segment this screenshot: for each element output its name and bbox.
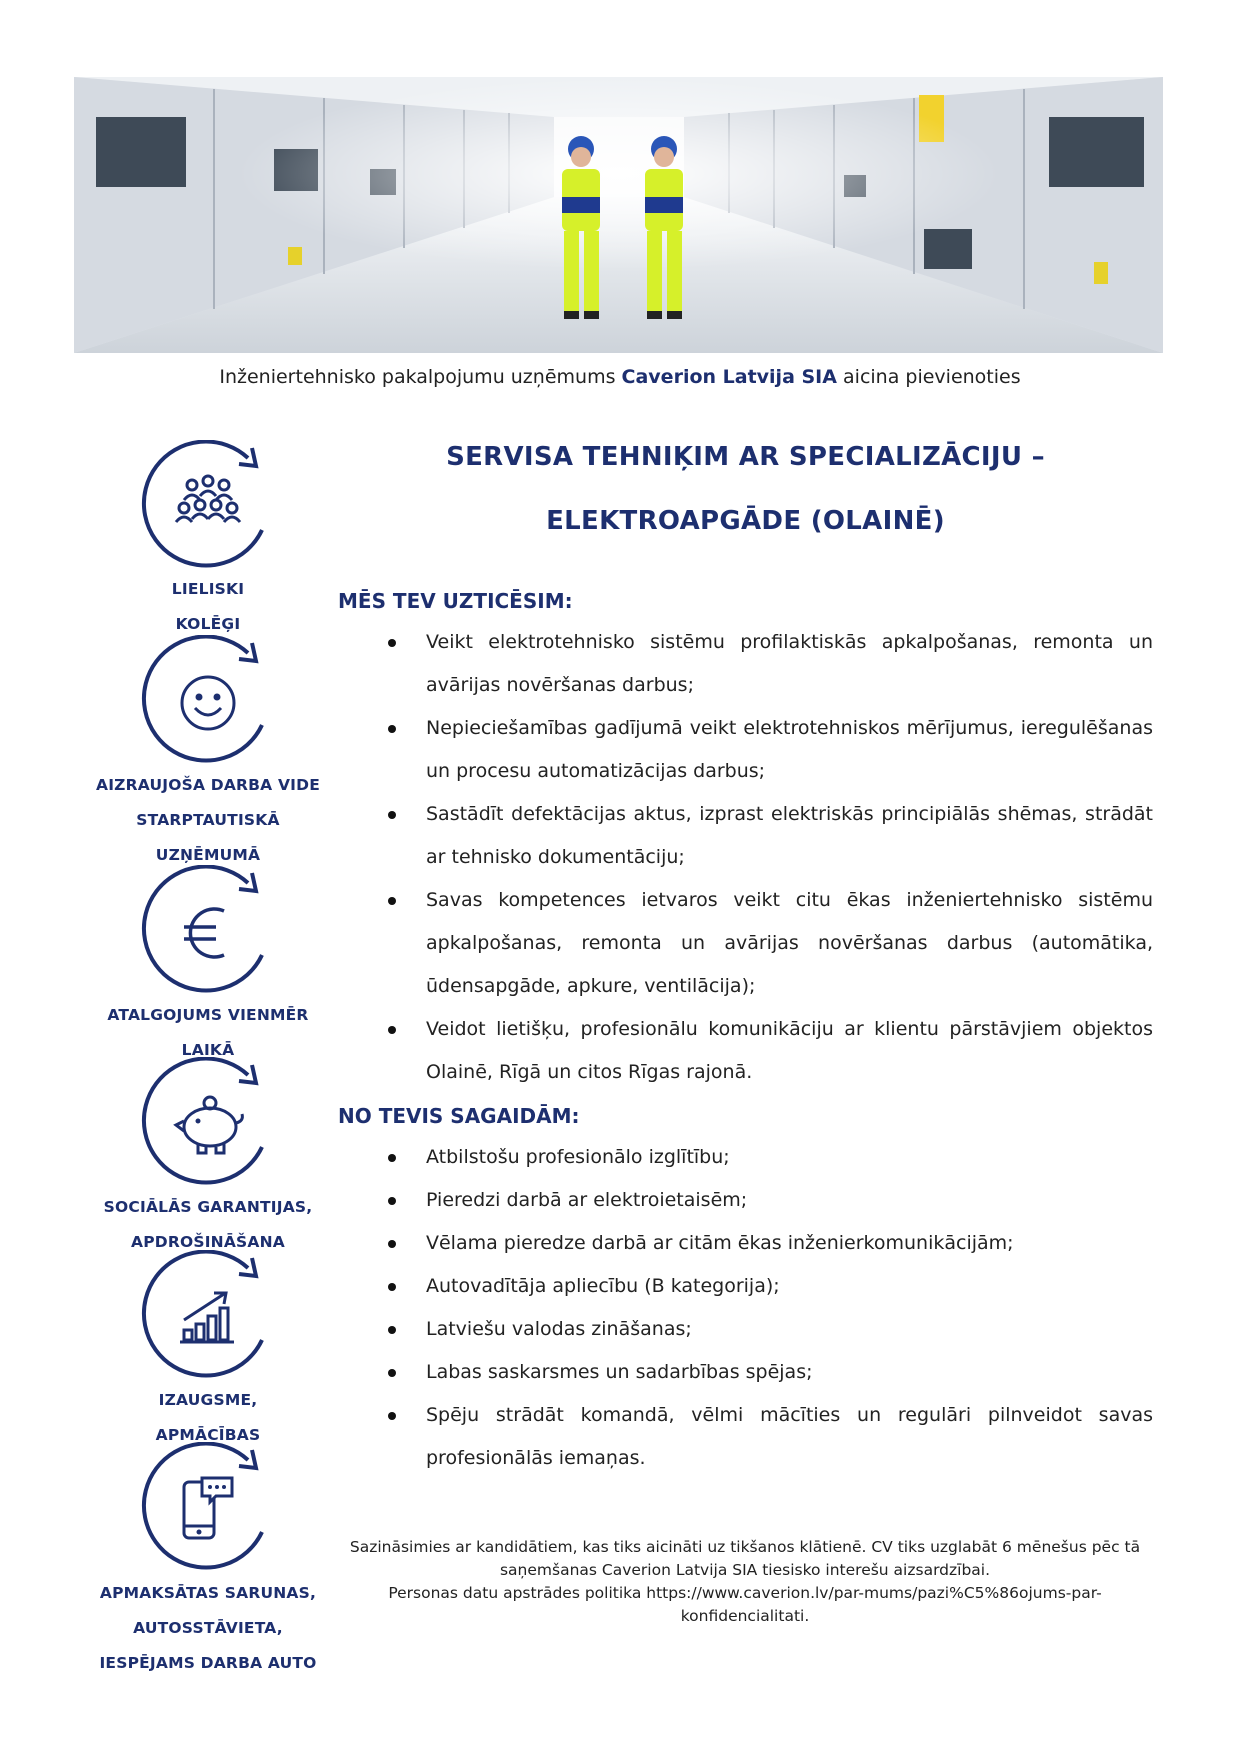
team-icon (140, 440, 276, 576)
benefit-label: SOCIĀLĀS GARANTIJAS, APDROŠINĀŠANA (103, 1198, 313, 1251)
intro-line (0, 366, 1240, 388)
benefit-label: AIZRAUJOŠA DARBA VIDE STARPTAUTISKĀ UZŅĒMUMĀ (96, 776, 320, 864)
company-name: Caverion Latvija SIA (621, 366, 837, 388)
footer-contact-note: Sazināsimies ar kandidātiem, kas tiks aicināti uz tikšanos klātienē. CV tiks uzglabāt 6 mēnešus pēc tā saņemšanas Caverion Latvija SIA tiesisko interešu aizsardzībai. (349, 1538, 1141, 1579)
footer-note (340, 1536, 1150, 1628)
benefit-label: ATALGOJUMS VIENMĒR LAIKĀ (107, 1006, 309, 1059)
list-item: Nepieciešamības gadījumā veikt elektrotehniskos mērījumus, ieregulēšanas un procesu automatizācijas darbus; (388, 707, 1153, 793)
list-item: Savas kompetences ietvaros veikt citu ēkas inženiertehnisko sistēmu apkalpošanas, remonta un avārijas novēršanas darbus (automātika, ūdensapgāde, apkure, ventilācija); (388, 879, 1153, 1008)
list-item: Veidot lietišķu, profesionālu komunikāciju ar klientu pārstāvjiem objektos Olainē, Rīgā un citos Rīgas rajonā. (388, 1008, 1153, 1094)
header-photo (74, 77, 1163, 353)
job-description (338, 425, 1153, 1480)
benefit-label: LIELISKI KOLĒĢI (171, 580, 245, 633)
list-item: Vēlama pieredze darbā ar citām ēkas inženierkomunikācijām; (388, 1222, 1153, 1265)
list-item: Veikt elektrotehnisko sistēmu profilaktiskās apkalpošanas, remonta un avārijas novēršanas darbus; (388, 621, 1153, 707)
job-title-line-1: SERVISA TEHNIĶIM AR SPECIALIZĀCIJU – (446, 442, 1045, 472)
euro-icon (140, 865, 276, 1001)
list-item: Autovadītāja apliecību (B kategorija); (388, 1265, 1153, 1308)
growth-chart-icon (140, 1250, 276, 1386)
list-item: Pieredzi darbā ar elektroietaisēm; (388, 1179, 1153, 1222)
responsibilities-list (338, 621, 1153, 1094)
list-item: Spēju strādāt komandā, vēlmi mācīties un regulāri pilnveidot savas profesionālās iemaņas. (388, 1394, 1153, 1480)
list-item: Latviešu valodas zināšanas; (388, 1308, 1153, 1351)
job-title (338, 425, 1153, 553)
smiley-icon (140, 635, 276, 771)
list-item: Labas saskarsmes un sadarbības spējas; (388, 1351, 1153, 1394)
intro-suffix: aicina pievienoties (843, 366, 1021, 388)
job-title-line-2: ELEKTROAPGĀDE (OLAINĒ) (546, 506, 945, 536)
responsibilities-heading: MĒS TEV UZTICĒSIM: (338, 589, 573, 613)
intro-prefix: Inženiertehnisko pakalpojumu uzņēmums (219, 366, 616, 388)
list-item: Atbilstošu profesionālo izglītību; (388, 1136, 1153, 1179)
requirements-heading: NO TEVIS SAGAIDĀM: (338, 1104, 580, 1128)
switchgear-corridor-image (74, 77, 1163, 353)
footer-privacy-policy: Personas datu apstrādes politika https://www.caverion.lv/par-mums/pazi%C5%86ojums-par-konfidencialitati. (388, 1584, 1102, 1625)
requirements-list (338, 1136, 1153, 1480)
list-item: Sastādīt defektācijas aktus, izprast elektriskās principiālās shēmas, strādāt ar tehnisko dokumentāciju; (388, 793, 1153, 879)
benefit-label: IZAUGSME, APMĀCĪBAS (155, 1391, 261, 1444)
mobile-chat-icon (140, 1442, 276, 1578)
benefit-label: APMAKSĀTAS SARUNAS, AUTOSSTĀVIETA, IESPĒJAMS DARBA AUTO (99, 1584, 317, 1672)
piggy-bank-icon (140, 1057, 276, 1193)
